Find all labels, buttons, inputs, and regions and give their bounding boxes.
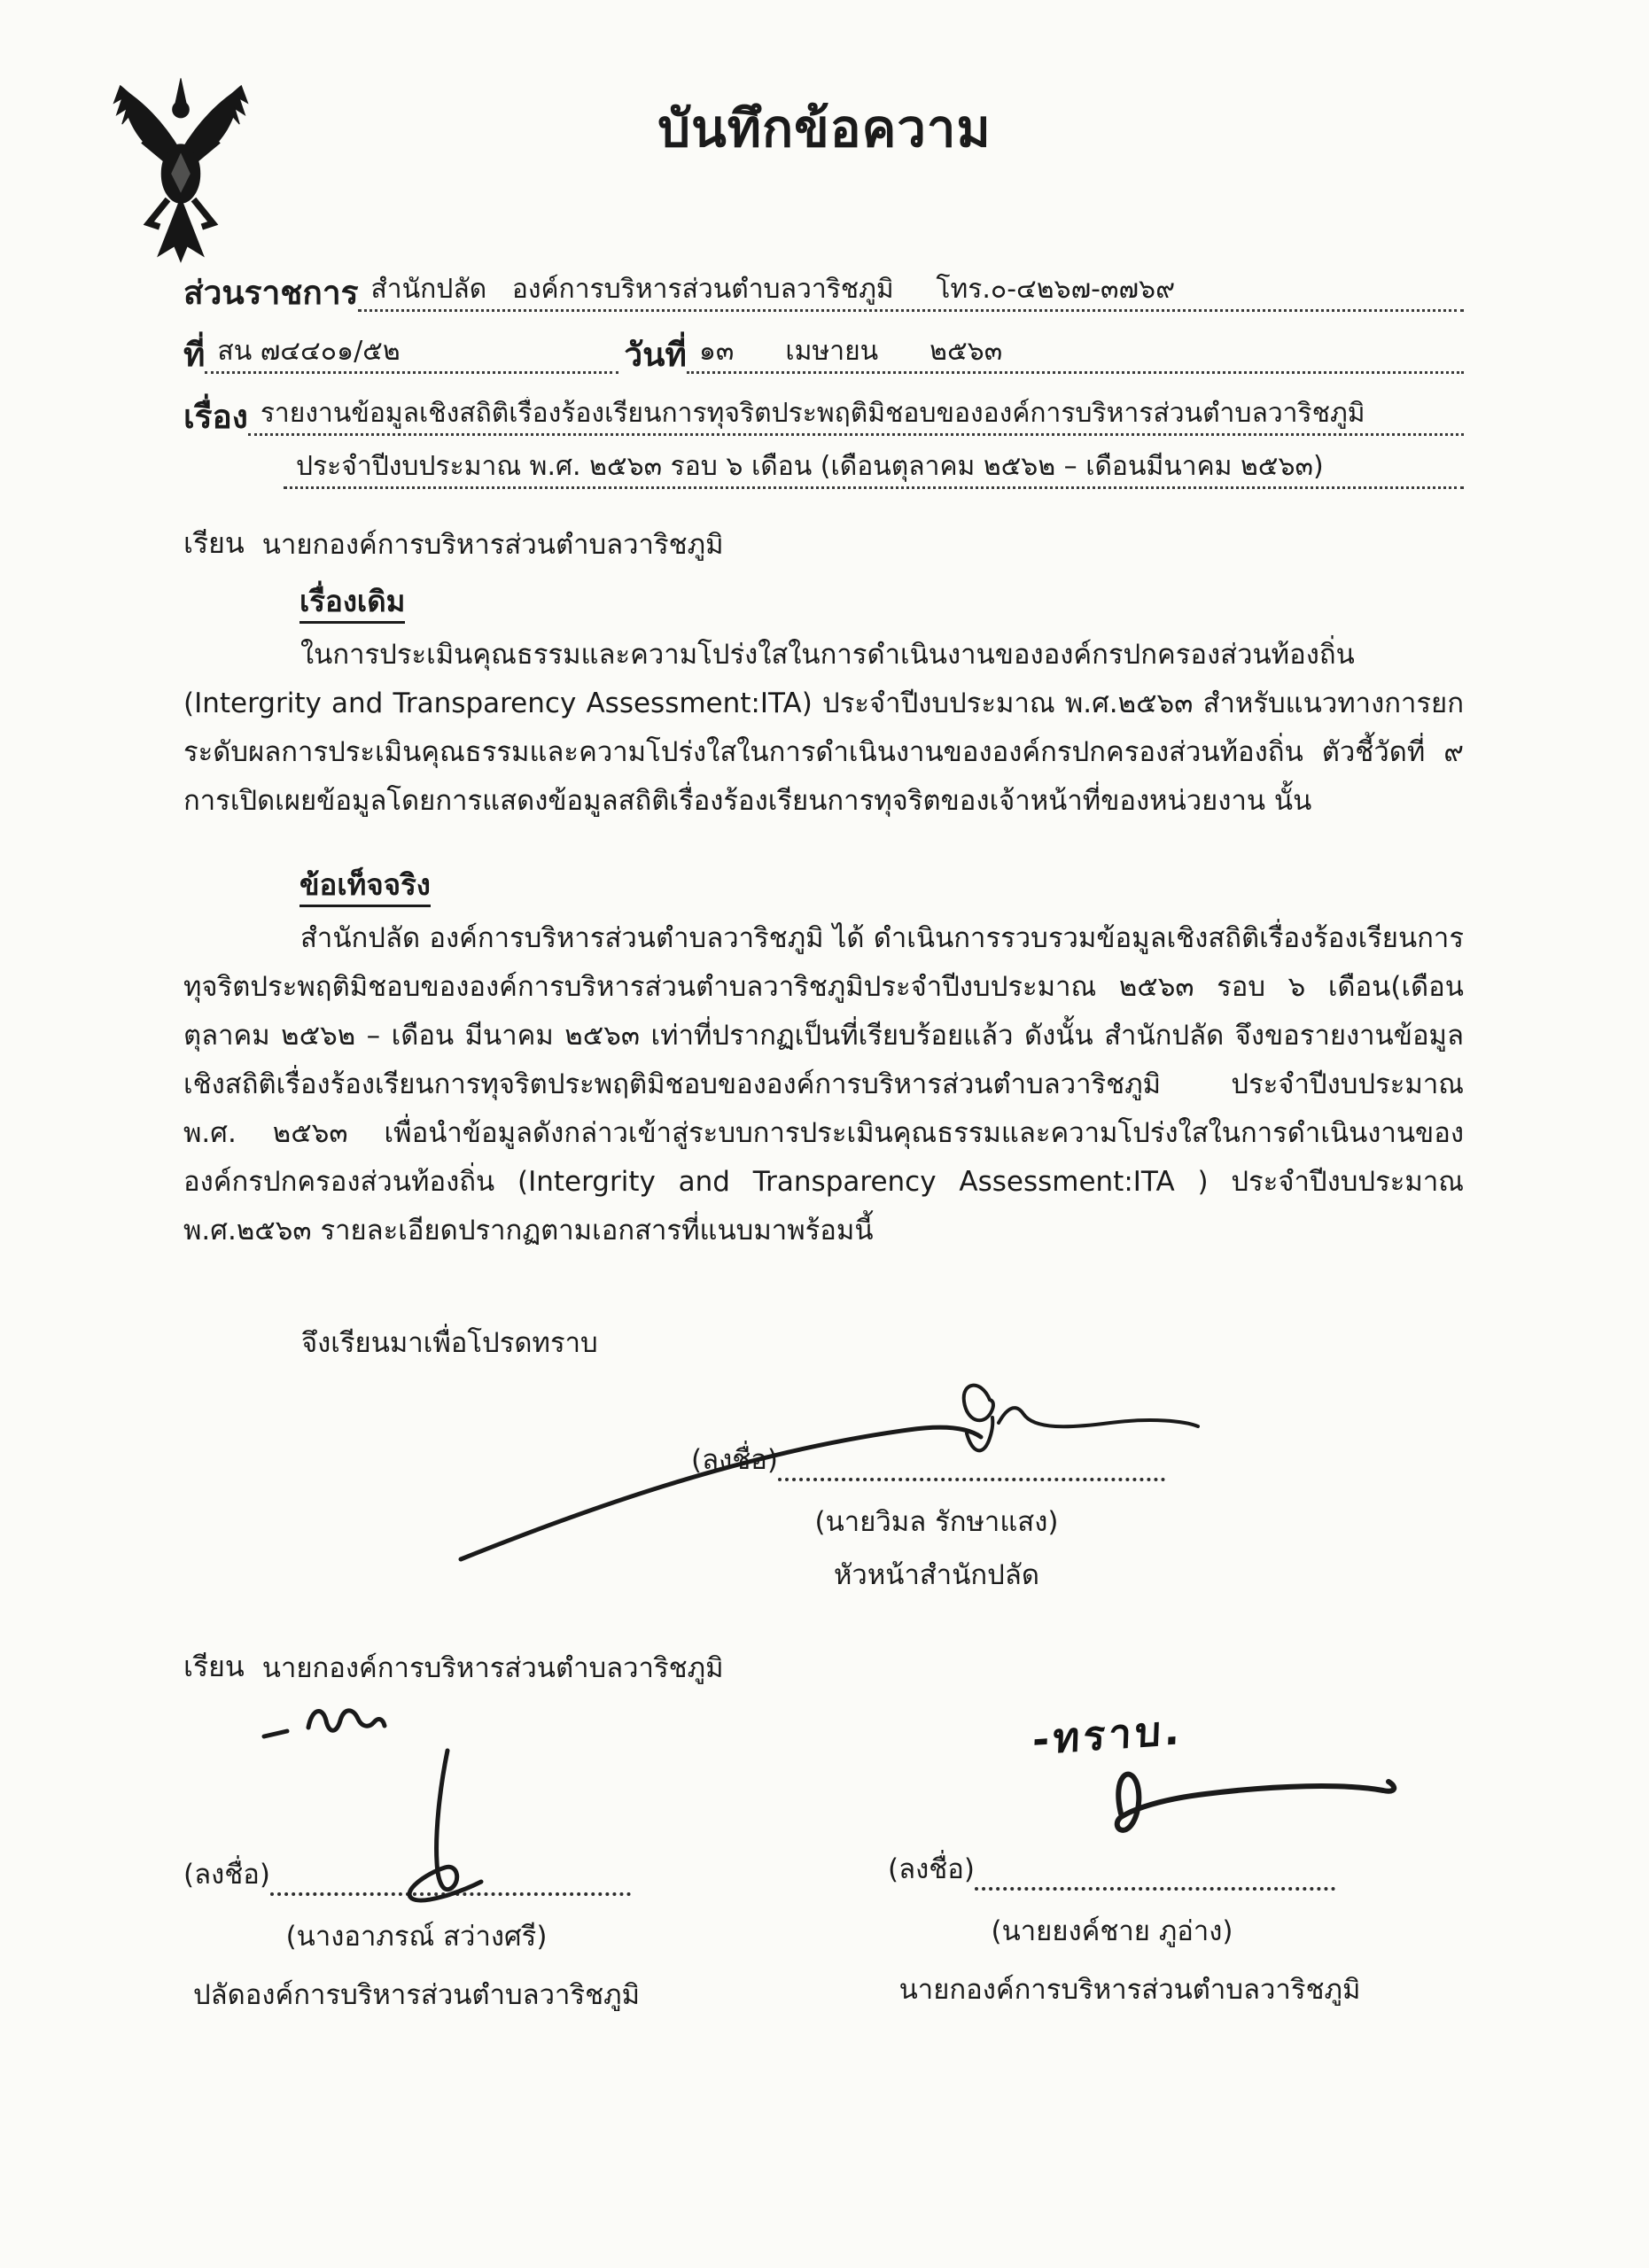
subject-row-2 [284, 450, 1464, 489]
salutation-2-value: นายกองค์การบริหารส่วนตำบลวาริชภูมิ [261, 1652, 724, 1684]
doc-number-value: สน ๗๔๔๐๑/๕๒ [205, 335, 618, 374]
section-1-body: ในการประเมินคุณธรรมและความโปร่งใสในการดำเนินงานขององค์กรปกครองส่วนท้องถิ่น (Intergrity and Transparency Assessment:ITA) ประจำปีงบประมาณ พ.ศ.๒๕๖๓ สำหรับแนวทางการยกระดับผลการประเมินคุณธรรมและความโปร่งใสในการดำเนินงานขององค์กรปกครองส่วนท้องถิ่น ตัวชี้วัดที่ ๙ การเปิดเผยข้อมูลโดยการแสดงข้อมูลสถิติเรื่องร้องเรียนการทุจริตของเจ้าหน้าที่ของหน่วยงาน นั้น [183, 639, 1464, 817]
acknowledgement-note: -ทราบ. [1031, 1705, 1185, 1765]
date-day: ๑๓ [698, 336, 735, 367]
closing-line: จึงเรียนมาเพื่อโปรดทราบ [301, 1327, 598, 1359]
date-value [687, 335, 1464, 374]
signature-3-title: นายกองค์การบริหารส่วนตำบลวาริชภูมิ [898, 1974, 1361, 2006]
number-date-row [183, 335, 1464, 374]
salutation-value: นายกองค์การบริหารส่วนตำบลวาริชภูมิ [261, 529, 724, 561]
signature-3-name: (นายยงค์ชาย ภูอ่าง) [991, 1915, 1233, 1947]
subject-line2: ประจำปีงบประมาณ พ.ศ. ๒๕๖๓ รอบ ๖ เดือน (เดือนตุลาคม ๒๕๖๒ – เดือนมีนาคม ๒๕๖๓) [284, 450, 1464, 489]
section-1-heading-wrap [299, 578, 405, 625]
salutation [183, 521, 724, 566]
signature-1-ink [447, 1371, 1210, 1575]
agency-row [183, 273, 1464, 312]
subject-row [183, 397, 1464, 436]
salutation-label: เรียน [183, 526, 245, 560]
doc-number-label: ที่ [183, 335, 206, 374]
salutation-2-label: เรียน [183, 1650, 245, 1683]
signature-3-ink [1077, 1759, 1404, 1865]
signature-2-ink [350, 1747, 536, 1911]
section-2-body: สำนักปลัด องค์การบริหารส่วนตำบลวาริชภูมิ ได้ ดำเนินการรวบรวมข้อมูลเชิงสถิติเรื่องร้องเรียนการทุจริตประพฤติมิชอบขององค์การบริหารส่วนตำบลวาริชภูมิประจำปีงบประมาณ ๒๕๖๓ รอบ ๖ เดือน(เดือนตุลาคม ๒๕๖๒ – เดือน มีนาคม ๒๕๖๓ เท่าที่ปรากฏเป็นที่เรียบร้อยแล้ว ดังนั้น สำนักปลัด จึงขอรายงานข้อมูลเชิงสถิติเรื่องร้องเรียนการทุจริตประพฤติมิชอบขององค์การบริหารส่วนตำบลวาริชภูมิ ประจำปีงบประมาณ พ.ศ. ๒๕๖๓ เพื่อนำข้อมูลดังกล่าวเข้าสู่ระบบการประเมินคุณธรรมและความโปร่งใสในการดำเนินงานขององค์กรปกครองส่วนท้องถิ่น (Intergrity and Transparency Assessment:ITA ) ประจำปีงบประมาณ พ.ศ.๒๕๖๓ รายละเอียดปรากฏตามเอกสารที่แนบมาพร้อมนี้ [183, 922, 1464, 1247]
date-label: วันที่ [624, 335, 687, 374]
date-year: ๒๕๖๓ [930, 336, 1003, 367]
signature-1-label: (ลงชื่อ) [691, 1444, 778, 1476]
subject-line1: รายงานข้อมูลเชิงสถิติเรื่องร้องเรียนการทุจริตประพฤติมิชอบขององค์การบริหารส่วนตำบลวาริชภูมิ [248, 397, 1464, 436]
signature-2-name: (นางอาภรณ์ สว่างศรี) [285, 1921, 548, 1953]
signature-3-label: (ลงชื่อ) [888, 1853, 975, 1885]
section-2-heading-wrap [299, 861, 431, 908]
signature-1-name: (นายวิมล รักษาแสง) [814, 1506, 1059, 1538]
signature-2-label: (ลงชื่อ) [183, 1859, 270, 1891]
document-title: บันทึกข้อความ [657, 98, 992, 159]
agency-label: ส่วนราชการ [183, 273, 359, 312]
date-month: เมษายน [785, 336, 879, 367]
salutation-2 [183, 1644, 724, 1689]
signature-2-title: ปลัดองค์การบริหารส่วนตำบลวาริชภูมิ [192, 1979, 641, 2011]
section-2-heading: ข้อเท็จจริง [299, 867, 431, 907]
signature-1-title: หัวหน้าสำนักปลัด [834, 1559, 1039, 1591]
subject-label: เรื่อง [183, 397, 248, 436]
section-1-heading: เรื่องเดิม [299, 584, 405, 624]
agency-value: สำนักปลัด องค์การบริหารส่วนตำบลวาริชภูมิ โทร.๐-๔๒๖๗-๓๗๖๙ [358, 273, 1464, 312]
